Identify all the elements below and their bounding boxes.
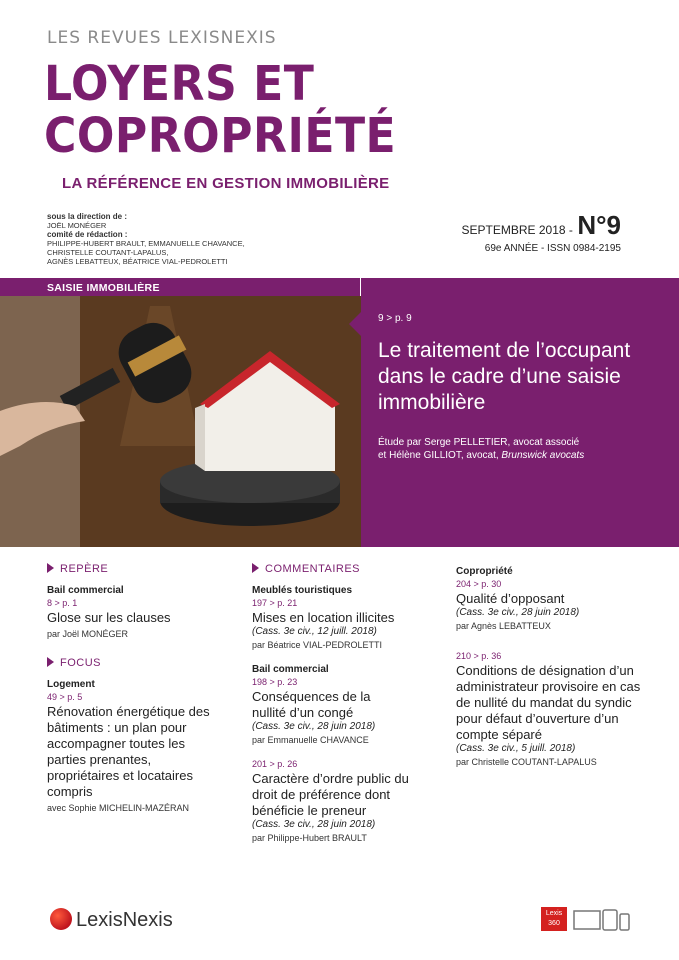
committee-label: comité de rédaction : [47,230,128,239]
article-author: avec Sophie MICHELIN-MAZÉRAN [47,803,190,813]
article-title: Glose sur les clauses [47,610,171,625]
column-left [47,563,242,827]
lexis360-badge [541,907,567,931]
triangle-icon [252,563,259,573]
direction-label: sous la direction de : [47,212,128,221]
article-commentaire[interactable] [252,585,447,650]
article-copropriete[interactable] [456,651,646,767]
feature-title[interactable]: Le traitement de l’occupant dans le cadre d’une saisie immobilière [378,339,631,414]
article-repere[interactable] [47,585,242,639]
badge-line2: 360 [548,920,560,927]
article-title: Caractère d’ordre public du droit de préférence dont bénéficie le preneur [252,771,409,818]
feature-notch [349,312,361,336]
article-page: 49 > p. 5 [47,692,83,702]
devices-icon-svg [572,908,632,932]
badge-line1: Lexis [545,910,563,917]
article-citation: (Cass. 3e civ., 12 juill. 2018) [252,626,377,637]
gavel-house-image [0,296,361,547]
journal-title-line1: LOYERS ET [44,56,315,112]
article-page: 201 > p. 26 [252,759,298,769]
article-category: Logement [47,679,95,690]
column-middle [252,563,447,857]
section-repere: REPÈRE [47,563,242,575]
article-page: 197 > p. 21 [252,598,298,608]
journal-subtitle: LA RÉFÉRENCE EN GESTION IMMOBILIÈRE [62,175,390,192]
article-citation: (Cass. 3e civ., 28 juin 2018) [252,819,376,830]
article-category: Bail commercial [252,664,329,675]
series-label: LES REVUES LEXISNEXIS [47,28,277,48]
article-author: par Christelle COUTANT-LAPALUS [456,757,597,767]
article-category: Bail commercial [47,585,124,596]
section-commentaires: COMMENTAIRES [252,563,447,575]
article-title: Conditions de désignation d’un administrateur provisoire en cas de nullité du mandat du syndic pour défaut d’ouverture d’un compte séparé [456,663,641,742]
article-title: Conséquences de la nullité d’un congé [252,689,371,720]
triangle-icon [47,563,54,573]
article-page: 198 > p. 23 [252,677,298,687]
committee-line: PHILIPPE-HUBERT BRAULT, EMMANUELLE CHAVANCE, [47,239,245,248]
journal-title-line2: COPROPRIÉTÉ [44,108,397,164]
article-page: 8 > p. 1 [47,598,78,608]
article-title: Qualité d’opposant [456,591,565,606]
article-focus[interactable] [47,679,242,813]
triangle-icon [47,657,54,667]
lexisnexis-logo-icon [50,908,72,930]
feature-byline [378,436,668,462]
article-category: Meublés touristiques [252,585,353,596]
committee-line: CHRISTELLE COUTANT-LAPALUS, [47,248,169,257]
committee-line: AGNÈS LEBATTEUX, BÉATRICE VIAL-PEDROLETTI [47,257,228,266]
article-page: 210 > p. 36 [456,651,502,661]
article-author: par Emmanuelle CHAVANCE [252,735,369,745]
issue-info [462,210,621,254]
editorial-direction [47,212,245,266]
article-author: par Agnès LEBATTEUX [456,621,551,631]
article-citation: (Cass. 3e civ., 5 juill. 2018) [456,743,576,754]
feature-page-ref: 9 > p. 9 [378,313,412,324]
lexisnexis-logo [50,908,173,932]
issue-date: SEPTEMBRE 2018 - [461,223,573,237]
feature-byline-line1: Étude par Serge PELLETIER, avocat associé [378,437,580,448]
article-title: Rénovation énergétique des bâtiments : un plan pour accompagner toutes les parties prenantes, propriétaires et locataires compris [47,704,210,799]
article-citation: (Cass. 3e civ., 28 juin 2018) [456,607,580,618]
article-author: par Béatrice VIAL-PEDROLETTI [252,640,383,650]
column-right [456,566,646,781]
publisher-name: LexisNexis [76,909,173,931]
article-commentaire[interactable] [252,664,447,745]
section-focus: FOCUS [47,657,242,669]
feature-byline-line2: et Hélène GILLIOT, avocat, [378,450,499,461]
article-author: par Joël MONÉGER [47,629,129,639]
article-copropriete[interactable] [456,579,646,631]
devices-icon [572,908,632,938]
article-category: Copropriété [456,566,513,577]
article-page: 204 > p. 30 [456,579,502,589]
issue-number: N°9 [577,210,621,240]
article-commentaire[interactable] [252,759,447,843]
article-author: par Philippe-Hubert BRAULT [252,833,367,843]
article-title: Mises en location illicites [252,610,395,625]
gavel-house-illustration [0,296,361,547]
issue-year-issn: 69e ANNÉE - ISSN 0984-2195 [484,243,621,254]
feature-firm: Brunswick avocats [501,450,585,461]
director-name: JOËL MONÉGER [47,221,107,230]
journal-title [44,58,396,162]
feature-tag: SAISIE IMMOBILIÈRE [0,278,360,298]
article-citation: (Cass. 3e civ., 28 juin 2018) [252,721,376,732]
